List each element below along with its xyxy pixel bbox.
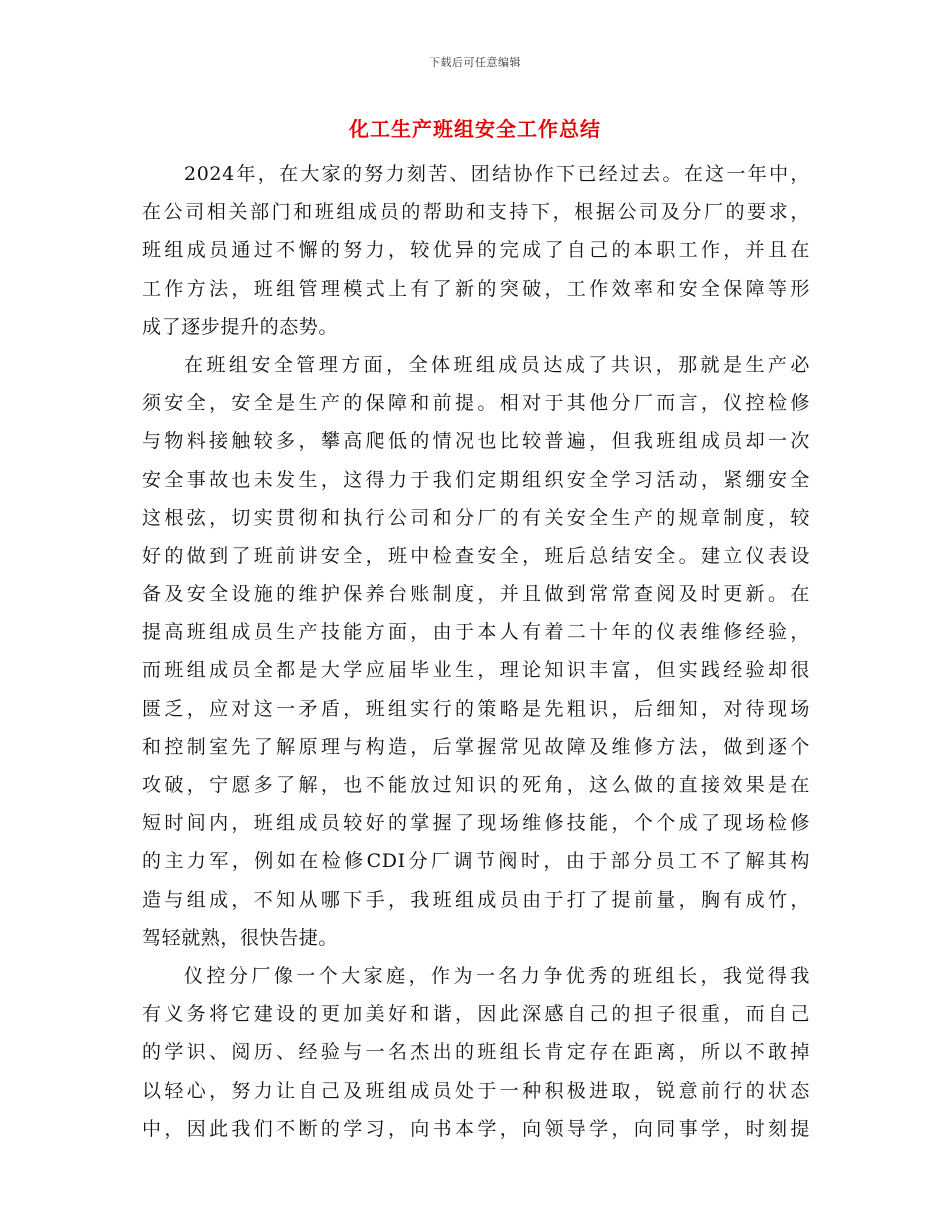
paragraph-line: 2024年，在大家的努力刻苦、团结协作下已经过去。在这一年中，: [184, 163, 810, 185]
paragraph-line: 须安全，安全是生产的保障和前提。相对于其他分厂而言，仪控检修: [142, 392, 810, 415]
paragraph-line: 这根弦，切实贯彻和执行公司和分厂的有关安全生产的规章制度，较: [142, 506, 810, 529]
paragraph-line: 工作方法，班组管理模式上有了新的突破，工作效率和安全保障等形: [142, 277, 810, 300]
paragraph-line: 的主力军，例如在检修CDI分厂调节阀时，由于部分员工不了解其构: [142, 850, 810, 873]
paragraph-line: 造与组成，不知从哪下手，我班组成员由于打了提前量，胸有成竹，: [142, 888, 810, 911]
paragraph-line: 而班组成员全都是大学应届毕业生，理论知识丰富，但实践经验却很: [142, 659, 810, 682]
paragraph-line: 以轻心，努力让自己及班组成员处于一种积极进取，锐意前行的状态: [142, 1079, 810, 1102]
paragraph-line: 在班组安全管理方面，全体班组成员达成了共识，那就是生产必: [184, 353, 810, 376]
paragraph-line: 成了逐步提升的态势。: [142, 315, 339, 338]
paragraph-line: 安全事故也未发生，这得力于我们定期组织安全学习活动，紧绷安全: [142, 468, 810, 491]
paragraph-line: 备及安全设施的维护保养台账制度，并且做到常常查阅及时更新。在: [142, 583, 810, 606]
paragraph-line: 和控制室先了解原理与构造，后掌握常见故障及维修方法，做到逐个: [142, 735, 810, 758]
paragraph-line: 与物料接触较多，攀高爬低的情况也比较普遍，但我班组成员却一次: [142, 430, 810, 453]
paragraph: [142, 957, 810, 1148]
paragraph-line: 的学识、阅历、经验与一名杰出的班组长肯定存在距离，所以不敢掉: [142, 1041, 810, 1064]
paragraph-line: 匮乏，应对这一矛盾，班组实行的策略是先粗识，后细知，对待现场: [142, 697, 810, 720]
paragraph-line: 有义务将它建设的更加美好和谐，因此深感自己的担子很重，而自己: [142, 1003, 810, 1026]
header-note: 下载后可任意编辑: [429, 56, 521, 69]
document-title: 化工生产班组安全工作总结: [349, 117, 601, 141]
paragraph-line: 在公司相关部门和班组成员的帮助和支持下，根据公司及分厂的要求，: [142, 201, 810, 224]
paragraph-line: 攻破，宁愿多了解，也不能放过知识的死角，这么做的直接效果是在: [142, 774, 810, 796]
paragraph-line: 仪控分厂像一个大家庭，作为一名力争优秀的班组长，我觉得我: [184, 964, 810, 987]
paragraph-line: 短时间内，班组成员较好的掌握了现场维修技能，个个成了现场检修: [142, 812, 810, 835]
paragraph-line: 提高班组成员生产技能方面，由于本人有着二十年的仪表维修经验，: [142, 621, 810, 644]
paragraph: [142, 155, 810, 346]
paragraph: [142, 346, 810, 957]
paragraph-line: 班组成员通过不懈的努力，较优异的完成了自己的本职工作，并且在: [142, 239, 810, 262]
paragraph-line: 中，因此我们不断的学习，向书本学，向领导学，向同事学，时刻提: [142, 1117, 810, 1140]
document-body: [142, 155, 810, 1148]
paragraph-line: 驾轻就熟，很快告捷。: [142, 926, 339, 949]
paragraph-line: 好的做到了班前讲安全，班中检查安全，班后总结安全。建立仪表设: [142, 544, 810, 567]
